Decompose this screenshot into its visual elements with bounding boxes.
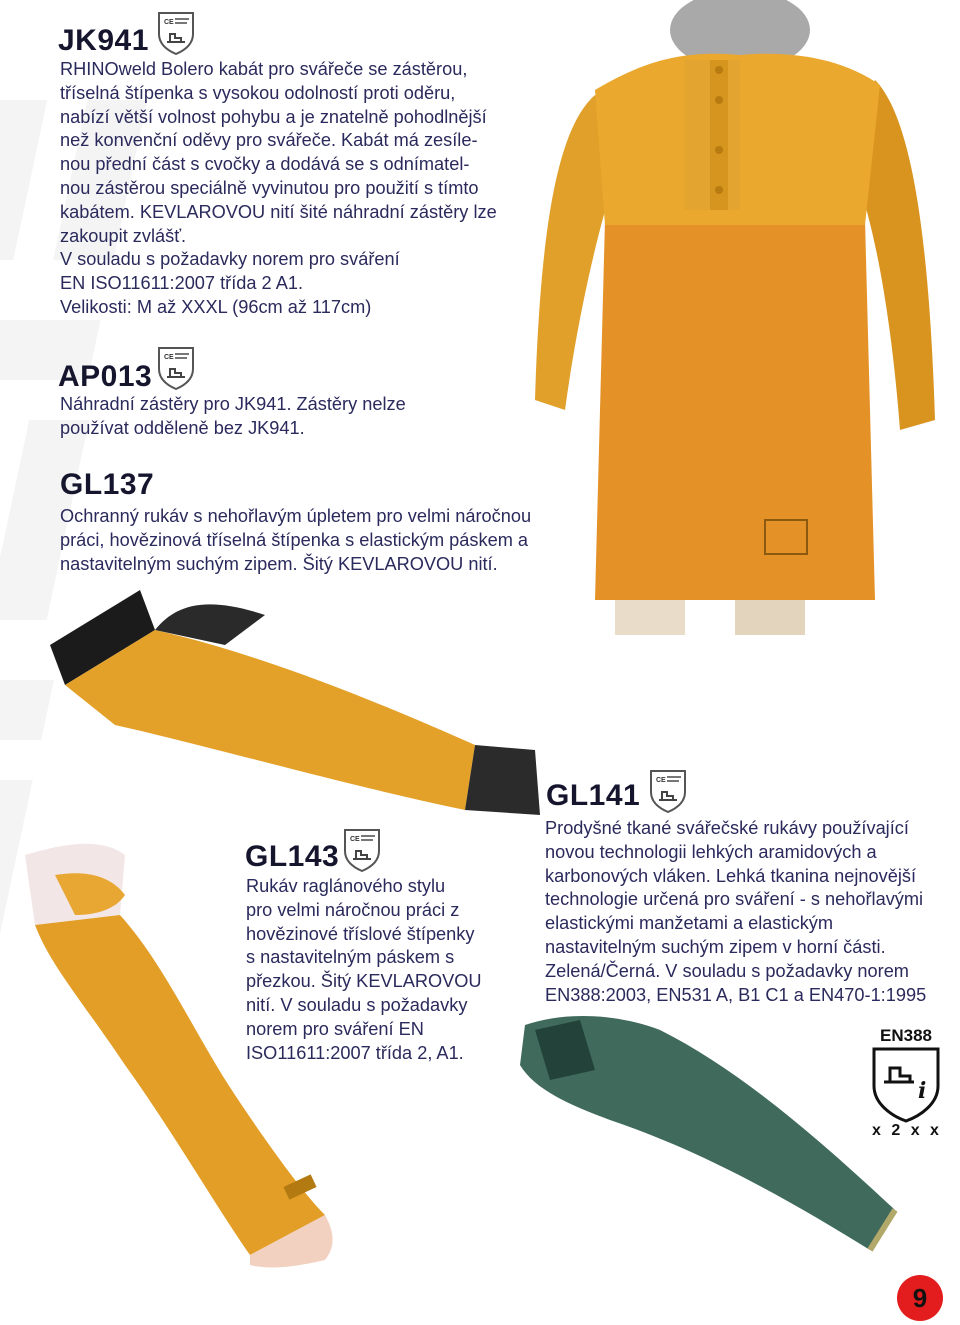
product-description-gl141: Prodyšné tkané svářečské rukávy používající novou technologii lehkých aramidových a karbonových vláken. Lehká tkanina nejnovější technologie určená pro sváření - s nehořlavými elastickými manžetami a elastickým nastavitelným suchým zipem v horní části. Zelená/Černá. V souladu s požadavky norem EN388:2003, EN531 A, B1 C1 a EN470-1:1995 — [545, 818, 927, 1005]
svg-text:i: i — [918, 1078, 927, 1104]
svg-text:CE: CE — [656, 777, 666, 784]
page-number-badge: 9 — [897, 1275, 943, 1321]
gl137-sleeve-image — [45, 585, 545, 825]
product-description-gl143: Rukáv raglánového stylu pro velmi náročnou práci z hovězinové tříslové štípenky s nastavitelným páskem s přezkou. Šitý KEVLAROVOU nití. V souladu s požadavky norem pro sváření EN ISO11611:2007 třída 2, A1. — [246, 876, 482, 1063]
ce-shield-icon — [155, 10, 197, 56]
product-description-gl137: Ochranný rukáv s nehořlavým úpletem pro velmi náročnou práci, hovězinová tříselná štípenka s elastickým páskem a nastavitelným suchým zipem. Šitý KEVLAROVOU nití. — [60, 506, 532, 574]
product-description-jk941: RHINOweld Bolero kabát pro svářeče se zástěrou, tříselná štípenka s vysokou odolností proti oděru, nabízí větší volnost pohybu a je znatelně pohodlnější než konvenční oděvy pro svářeče. Kabát má zesíle- nou přední část s cvočky a dodává se s odnímatel- nou zástěrou speciálně vyvinutou pro použití s tímto kabátem. KEVLAROVOU nití šité náhradní zástěry lze zakoupit zvlášť. V souladu s požadavky norem pro sváření EN ISO11611:2007 třída 2 A1. Velikosti: M až XXXL (96cm až 117cm) — [60, 59, 497, 317]
product-code-ap013: AP013 — [58, 360, 153, 393]
product-code-gl143: GL143 — [245, 840, 340, 873]
svg-text:CE: CE — [164, 19, 174, 26]
product-code-gl141: GL141 — [546, 779, 641, 812]
product-description-ap013: Náhradní zástěry pro JK941. Zástěry nelze používat odděleně bez JK941. — [60, 394, 406, 438]
svg-text:CE: CE — [164, 354, 174, 361]
ce-shield-icon — [155, 345, 197, 391]
en388-label: EN388 — [880, 1026, 932, 1045]
ce-shield-icon — [341, 827, 383, 873]
en388-score: x 2 x x — [872, 1122, 942, 1139]
ce-shield-icon — [647, 768, 689, 814]
product-code-gl137: GL137 — [60, 468, 155, 501]
svg-text:CE: CE — [350, 836, 360, 843]
jacket-image — [535, 0, 960, 635]
en388-shield-icon — [870, 1046, 942, 1124]
product-code-jk941: JK941 — [58, 24, 149, 57]
gl141-sleeve-image — [510, 1010, 910, 1255]
